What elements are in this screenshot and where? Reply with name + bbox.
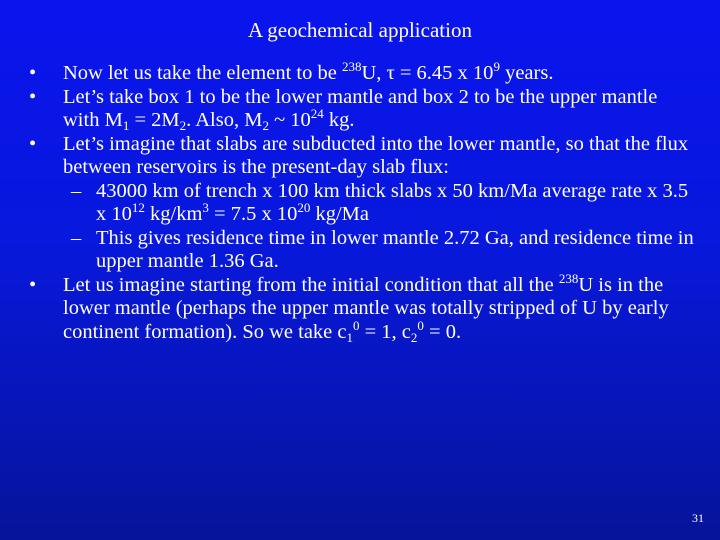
page-number: 31 (692, 511, 704, 525)
superscript: 3 (202, 200, 209, 215)
bullet-item-initial-condition (26, 270, 696, 345)
sub-bullet-text: = 7.5 x 10 (208, 203, 298, 225)
bullet-text: Let’s take box 1 to be the lower mantle and box 2 to be the upper mantle with M (63, 85, 658, 131)
subscript: 2 (262, 118, 269, 133)
bullet-text: U is in the lower mantle (perhaps the upper mantle was totally stripped of U by early continent formation). So we take c (63, 273, 669, 343)
superscript: 24 (310, 106, 324, 121)
bullet-text: U, τ = 6.45 x 10 (361, 62, 494, 84)
subscript: 2 (179, 118, 187, 133)
bullet-text: . Also, M (186, 109, 263, 131)
bullet-text: = 0. (423, 320, 462, 343)
sub-bullet-text: kg/Ma (310, 203, 369, 225)
sub-bullet-item-flux-calc (63, 180, 696, 227)
bullet-text: ~ 10 (268, 109, 311, 131)
bullet-text: Now let us take the element to be (63, 62, 342, 84)
superscript: 9 (493, 59, 500, 74)
sub-bullet-text: kg/km (144, 203, 203, 225)
subscript: 2 (410, 329, 418, 345)
sub-bullet-text: 43000 km of trench x 100 km thick slabs x 50 km/Ma average rate x 3.5 x 10 (96, 179, 689, 225)
bullet-item-boxes (26, 86, 696, 133)
bullet-list (26, 59, 696, 345)
bullet-text: = 1, c (359, 320, 411, 343)
bullet-text: kg. (323, 109, 355, 131)
superscript: 20 (297, 200, 311, 215)
subscript: 1 (122, 118, 130, 133)
superscript: 0 (353, 317, 360, 333)
slide-title: A geochemical application (248, 18, 472, 42)
bullet-item-slab-flux (26, 133, 696, 274)
sub-bullet-item-residence-time (63, 227, 696, 274)
subscript: 1 (346, 329, 353, 345)
bullet-text: Let’s imagine that slabs are subducted into the lower mantle, so that the flux between reservoirs is the present-day slab flux: (63, 132, 689, 178)
bullet-text: years. (499, 62, 554, 84)
sub-bullet-list (63, 180, 696, 274)
superscript: 238 (341, 59, 362, 74)
superscript: 12 (131, 200, 145, 215)
bullet-text: = 2M (129, 109, 180, 131)
superscript: 0 (417, 317, 424, 333)
bullet-text: Let us imagine starting from the initial condition that all the (63, 273, 559, 296)
bullet-item-element (26, 59, 696, 86)
superscript: 238 (558, 270, 579, 286)
sub-bullet-text: This gives residence time in lower mantle 2.72 Ga, and residence time in upper mantle 1.36 Ga. (96, 226, 694, 272)
